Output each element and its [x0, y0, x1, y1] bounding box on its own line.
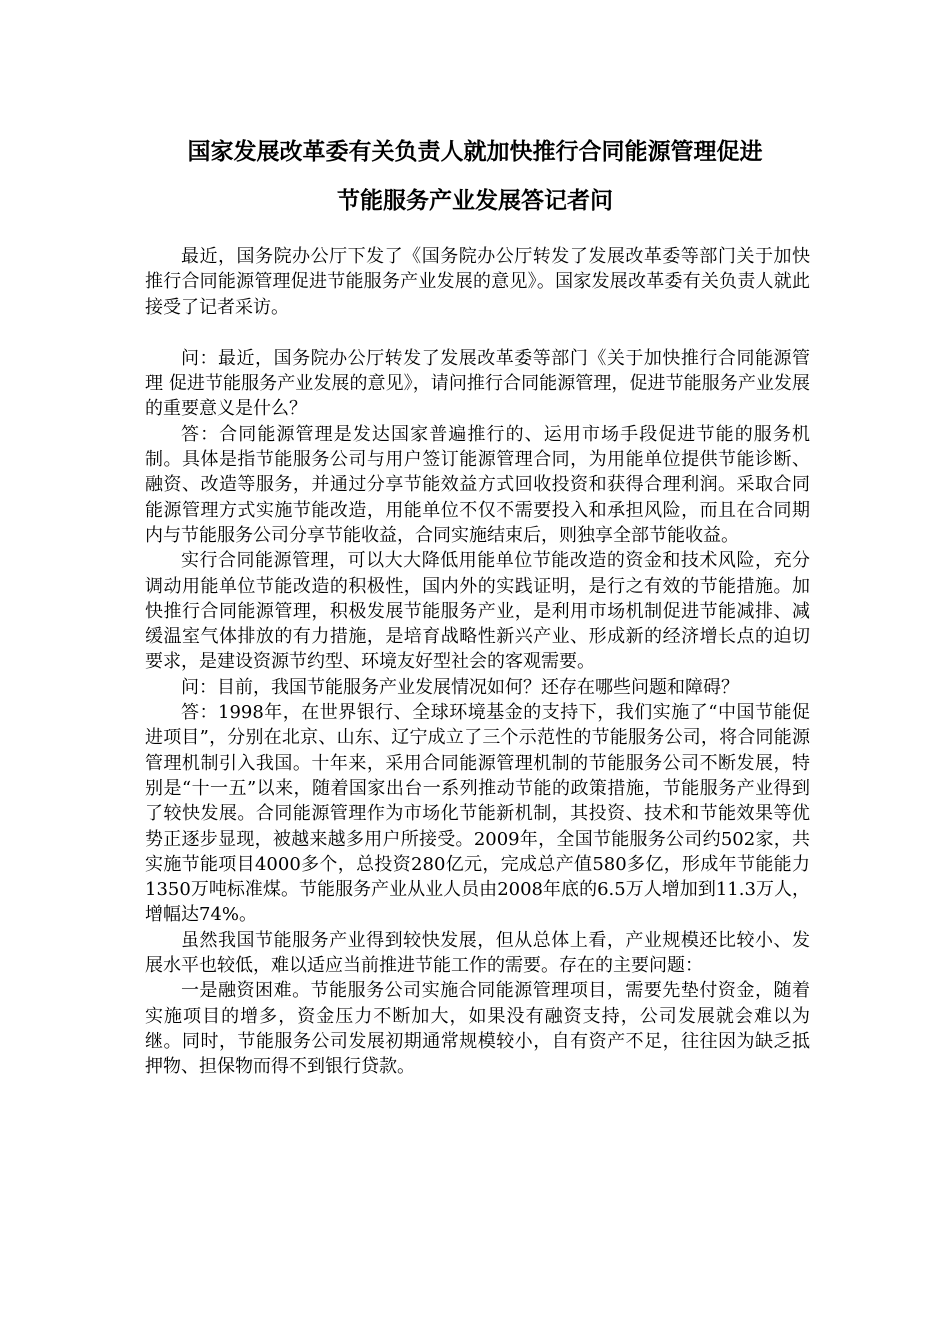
problems-intro-paragraph: 虽然我国节能服务产业得到较快发展，但从总体上看，产业规模还比较小、发展水平也较低，难以适应当前推进节能工作的需要。存在的主要问题：: [145, 929, 810, 977]
document-body: [145, 244, 810, 1080]
answer-1-paragraph: 答：合同能源管理是发达国家普遍推行的、运用市场手段促进节能的服务机制。具体是指节能服务公司与用户签订能源管理合同，为用能单位提供节能诊断、融资、改造等服务，并通过分享节能效益方式回收投资和获得合理利润。采取合同能源管理方式实施节能改造，用能单位不仅不需要投入和承担风险，而且在合同期内与节能服务公司分享节能收益，合同实施结束后，则独享全部节能收益。: [145, 423, 810, 546]
answer-2-paragraph: 答：1998年，在世界银行、全球环境基金的支持下，我们实施了“中国节能促进项目”，分别在北京、山东、辽宁成立了三个示范性的节能服务公司，将合同能源管理机制引入我国。十年来，采用合同能源管理机制的节能服务公司不断发展，特别是“十一五”以来，随着国家出台一系列推动节能的政策措施，节能服务产业得到了较快发展。合同能源管理作为市场化节能新机制，其投资、技术和节能效果等优势正逐步显现，被越来越多用户所接受。2009年，全国节能服务公司约502家，共实施节能项目4000多个，总投资280亿元，完成总产值580多亿，形成年节能能力1350万吨标准煤。节能服务产业从业人员由2008年底的6.5万人增加到11.3万人，增幅达74%。: [145, 702, 810, 926]
problem-1-paragraph: 一是融资困难。节能服务公司实施合同能源管理项目，需要先垫付资金，随着实施项目的增多，资金压力不断加大，如果没有融资支持，公司发展就会难以为继。同时，节能服务公司发展初期通常规模较小，自有资产不足，往往因为缺乏抵押物、担保物而得不到银行贷款。: [145, 980, 810, 1078]
document-title-line-1: 国家发展改革委有关负责人就加快推行合同能源管理促进: [187, 139, 763, 165]
document-title-line-2: 节能服务产业发展答记者问: [337, 188, 613, 214]
intro-paragraph: 最近，国务院办公厅下发了《国务院办公厅转发了发展改革委等部门关于加快推行合同能源管理促进节能服务产业发展的意见》。国家发展改革委有关负责人就此接受了记者采访。: [145, 246, 810, 318]
question-2-paragraph: 问：目前，我国节能服务产业发展情况如何？还存在哪些问题和障碍？: [181, 676, 739, 698]
question-1-paragraph: 问：最近，国务院办公厅转发了发展改革委等部门《关于加快推行合同能源管理 促进节能服务产业发展的意见》，请问推行合同能源管理，促进节能服务产业发展的重要意义是什么？: [145, 347, 810, 420]
paragraph-gap: [145, 320, 810, 346]
answer-1-continued-paragraph: 实行合同能源管理，可以大大降低用能单位节能改造的资金和技术风险，充分调动用能单位节能改造的积极性，国内外的实践证明，是行之有效的节能措施。加快推行合同能源管理，积极发展节能服务产业，是利用市场机制促进节能减排、减缓温室气体排放的有力措施，是培育战略性新兴产业、形成新的经济增长点的迫切要求，是建设资源节约型、环境友好型社会的客观需要。: [145, 550, 810, 673]
